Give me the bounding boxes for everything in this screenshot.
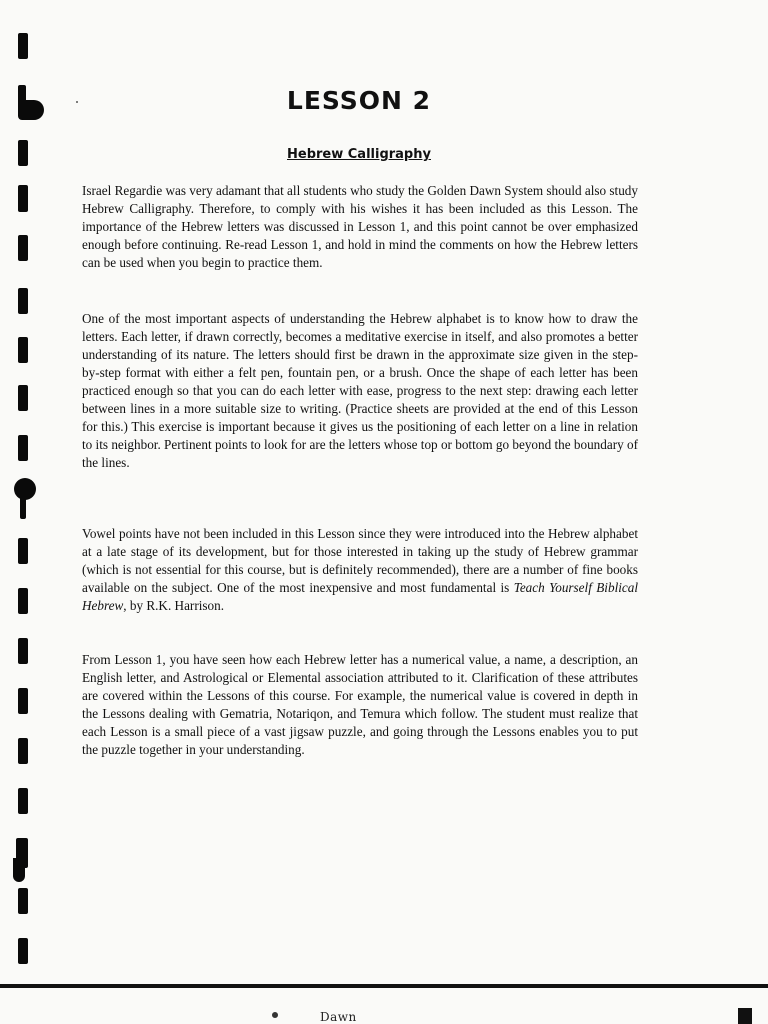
- binding-hole: [18, 337, 28, 363]
- binding-hole: [18, 888, 28, 914]
- footer-mark: [738, 1008, 752, 1024]
- paragraph-intro: Israel Regardie was very adamant that all students who study the Golden Dawn System should also study Hebrew Calligraphy. Therefore, to comply with his wishes it has been included as this Lesson. The importance of the Hebrew letters was discussed in Lesson 1, and this point cannot be over emphasized enough before continuing. Re-read Lesson 1, and hold in mind the comments on how the Hebrew letters can be used when you begin to practice them.: [82, 183, 638, 270]
- paragraph-attributes: From Lesson 1, you have seen how each Hebrew letter has a numerical value, a name, a description, an English letter, and Astrological or Elemental association attributed to it. Clarification of these attributes are covered within the Lessons of this course. For example, the numerical value is covered in depth in the Lessons dealing with Gematria, Notariqon, and Temura which follow. The student must realize that each Lesson is a small piece of a vast jigsaw puzzle, and going through the Lessons enables you to put the puzzle together in your understanding.: [82, 652, 638, 757]
- paragraph-vowel-points: [82, 525, 638, 615]
- book-author: , by R.K. Harrison.: [123, 598, 224, 613]
- binding-hole: [18, 638, 28, 664]
- binding-hole: [18, 235, 28, 261]
- binding-hole: [18, 288, 28, 314]
- paragraph-vowel-points-text: Vowel points have not been included in this Lesson since they were introduced into the Hebrew alphabet at a late stage of its development, but for those interested in taking up the study of Hebrew grammar (which is not essential for this course, but is definitely recommended), there are a number of fine books available on the subject. One of the most inexpensive and most fundamental is: [82, 526, 638, 595]
- binding-hole: [18, 788, 28, 814]
- binding-hole: [18, 185, 28, 212]
- binding-hole: [20, 495, 26, 519]
- binding-hole: [18, 33, 28, 59]
- paragraph-drawing: One of the most important aspects of understanding the Hebrew alphabet is to know how to draw the letters. Each letter, if drawn correctly, becomes a meditative exercise in itself, and also promotes a better understanding of its nature. The letters should first be drawn in the approximate size given in the step-by-step format with either a felt pen, fountain pen, or a brush. Once the shape of each letter has been practiced enough so that you can do each letter with ease, progress to the next step: drawing each letter between lines in a more suitable size to writing. (Practice sheets are provided at the end of this Lesson for this.) This exercise is important because it gives us the positioning of each letter on a line in relation to its neighbor. Pertinent points to look for are the letters whose top or bottom go beyond the boundary of the lines.: [82, 311, 638, 470]
- binding-hole: [18, 538, 28, 564]
- footer-dot: [272, 1012, 278, 1018]
- lesson-title: LESSON 2: [286, 86, 432, 115]
- binding-hole: [18, 938, 28, 964]
- binding-hole: [18, 588, 28, 614]
- binding-hole: [18, 385, 28, 411]
- binding-hole: [13, 858, 25, 882]
- footer-text: Dawn: [320, 1010, 357, 1024]
- page-bottom-edge: [0, 984, 768, 988]
- book-title: Teach Yourself Biblical Hebrew: [82, 580, 639, 613]
- binding-hole: [18, 435, 28, 461]
- binding-hole: [18, 688, 28, 714]
- lesson-subtitle: Hebrew Calligraphy: [287, 147, 431, 162]
- binding-hole: [18, 738, 28, 764]
